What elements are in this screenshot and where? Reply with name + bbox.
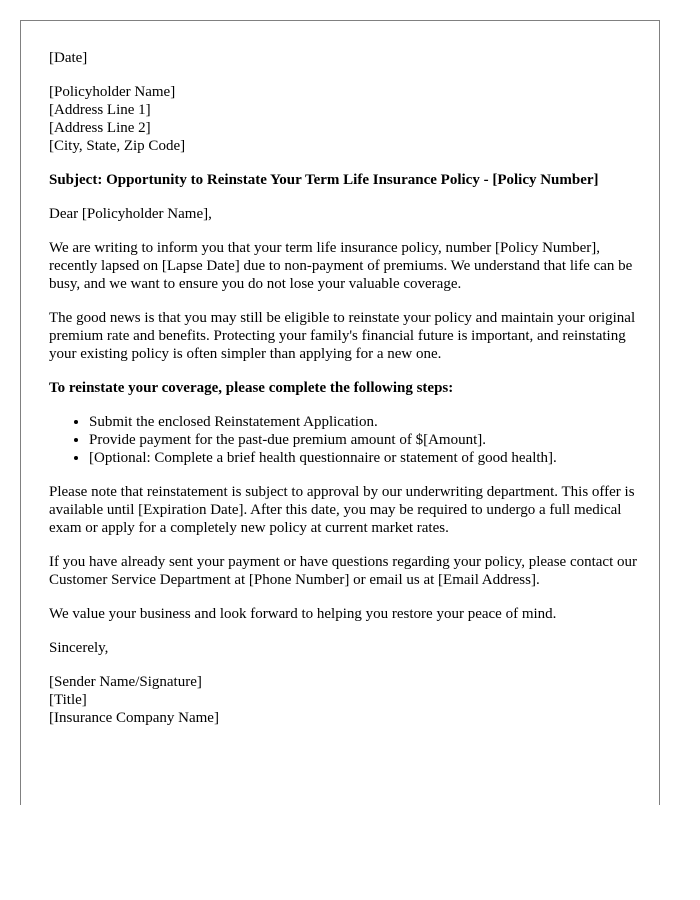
subject-line: Subject: Opportunity to Reinstate Your Term Life Insurance Policy - [Policy Number] <box>49 172 599 188</box>
intro-paragraph: We are writing to inform you that your term life insurance policy, number [Policy Number], recently lapsed on [Lapse Date] due to non-payment of premiums. We understand that life can be busy, and we want to ensure you do not lose your valuable coverage. <box>49 240 633 292</box>
sender-name-signature: [Sender Name/Signature] <box>49 674 202 690</box>
sender-company: [Insurance Company Name] <box>49 710 219 726</box>
letter-page <box>20 20 660 805</box>
note-paragraph: Please note that reinstatement is subject to approval by our underwriting department. This offer is available until [Expiration Date]. After this date, you may be required to undergo a full medical exam or apply for a completely new policy at current market rates. <box>49 484 635 536</box>
step-item: • [Optional: Complete a brief health questionnaire or statement of good health]. <box>89 449 639 467</box>
sender-block <box>49 673 639 727</box>
closing-paragraph: We value your business and look forward to helping you restore your peace of mind. <box>49 606 557 622</box>
step-item: • Submit the enclosed Reinstatement Application. <box>89 413 639 431</box>
recipient-address-line-1: [Address Line 1] <box>49 102 151 118</box>
recipient-address-block <box>49 83 639 155</box>
sign-off: Sincerely, <box>49 640 109 656</box>
letter-date: [Date] <box>49 50 88 66</box>
recipient-address-line-2: [Address Line 2] <box>49 120 151 136</box>
recipient-city-state-zip: [City, State, Zip Code] <box>49 138 186 154</box>
good-news-paragraph: The good news is that you may still be eligible to reinstate your policy and maintain your original premium rate and benefits. Protecting your family's financial future is important, and reinstating your existing policy is often simpler than applying for a new one. <box>49 310 636 362</box>
letter-body <box>49 49 639 743</box>
salutation: Dear [Policyholder Name], <box>49 206 212 222</box>
step-item: • Provide payment for the past-due premium amount of $[Amount]. <box>89 431 639 449</box>
steps-list <box>49 413 639 467</box>
contact-paragraph: If you have already sent your payment or have questions regarding your policy, please contact our Customer Service Department at [Phone Number] or email us at [Email Address]. <box>49 554 637 588</box>
recipient-name: [Policyholder Name] <box>49 84 176 100</box>
sender-title: [Title] <box>49 692 87 708</box>
steps-heading: To reinstate your coverage, please complete the following steps: <box>49 380 454 396</box>
